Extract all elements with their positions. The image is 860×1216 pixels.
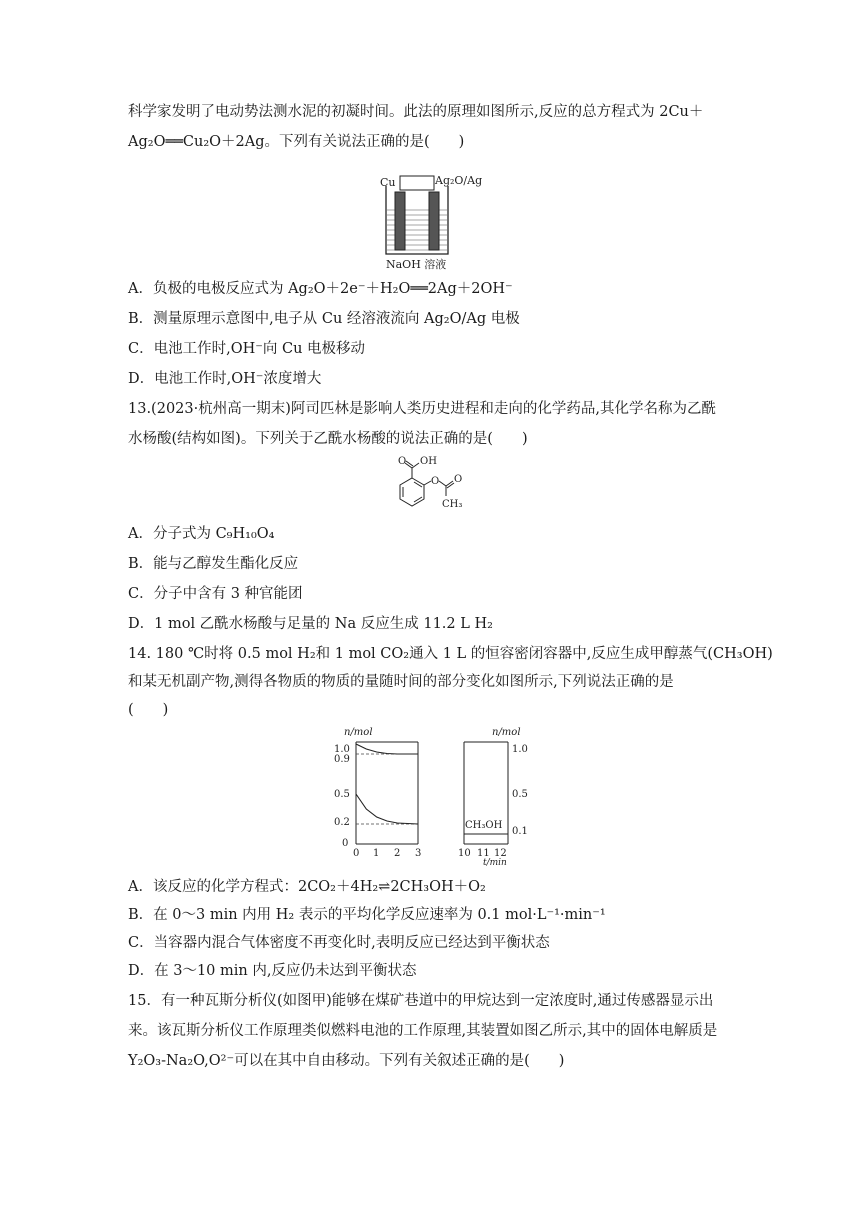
q13-option-b: B．能与乙醇发生酯化反应 [128, 556, 299, 572]
q13-option-a: A．分子式为 C₉H₁₀O₄ [128, 526, 275, 542]
left-tick: 1.0 [334, 744, 350, 755]
left-unit-label: n/mol [344, 727, 373, 738]
q14-option-c: C．当容器内混合气体密度不再变化时,表明反应已经达到平衡状态 [128, 935, 550, 951]
q15-stem-line2: 来。该瓦斯分析仪工作原理类似燃料电池的工作原理,其装置如图乙所示,其中的固体电解质是 [128, 1023, 718, 1039]
q14-option-a: A．该反应的化学方程式：2CO₂＋4H₂⇌2CH₃OH＋O₂ [128, 879, 486, 895]
x-tick: 11 [477, 848, 490, 859]
x-unit-label: t/min [483, 858, 507, 866]
q14-stem-line2: 和某无机副产物,测得各物质的物质的量随时间的部分变化如图所示,下列说法正确的是 [128, 674, 674, 690]
x-tick: 1 [373, 848, 380, 859]
left-tick: 0.5 [334, 789, 350, 800]
x-tick: 0 [353, 848, 360, 859]
right-tick: 0.5 [512, 789, 528, 800]
left-tick: 0 [342, 838, 349, 849]
q14-option-b: B．在 0～3 min 内用 H₂ 表示的平均化学反应速率为 0.1 mol·L⁻¹·min⁻¹ [128, 907, 606, 923]
q13-aspirin-structure [390, 452, 480, 514]
right-unit-label: n/mol [492, 727, 521, 738]
right-tick: 0.1 [512, 826, 528, 837]
acetyl-o-label: O [454, 474, 463, 485]
q14-stem-line1: 14. 180 ℃时将 0.5 mol H₂和 1 mol CO₂通入 1 L 的恒容密闭容器中,反应生成甲醇蒸气(CH₃OH) [128, 646, 773, 662]
ester-o-label: O [431, 476, 440, 487]
q15-stem-line3: Y₂O₃-Na₂O,O²⁻可以在其中自由移动。下列有关叙述正确的是( ) [128, 1053, 565, 1069]
q12-option-a: A．负极的电极反应式为 Ag₂O＋2e⁻＋H₂O══2Ag＋2OH⁻ [128, 281, 513, 297]
ag2o-label: Ag₂O/Ag [435, 174, 483, 187]
q12-option-b: B．测量原理示意图中,电子从 Cu 经溶液流向 Ag₂O/Ag 电极 [128, 311, 520, 327]
q13-option-d: D．1 mol 乙酰水杨酸与足量的 Na 反应生成 11.2 L H₂ [128, 616, 493, 632]
right-tick: 1.0 [512, 744, 528, 755]
q13-option-c: C．分子中含有 3 种官能团 [128, 586, 303, 602]
naoh-label: NaOH 溶液 [386, 258, 447, 271]
cu-electrode [395, 192, 405, 250]
cu-label: Cu [380, 176, 396, 189]
x-tick: 3 [415, 848, 422, 859]
x-tick: 12 [494, 848, 507, 859]
left-tick: 0.9 [334, 754, 350, 765]
series-label-ch3oh: CH₃OH [465, 820, 503, 831]
q12-stem-line2: Ag₂O══Cu₂O＋2Ag。下列有关说法正确的是( ) [128, 134, 465, 150]
q12-cell-figure [376, 170, 488, 274]
q14-stem-line3: ( ) [128, 702, 169, 718]
q12-option-d: D．电池工作时,OH⁻浓度增大 [128, 371, 322, 387]
q12-option-c: C．电池工作时,OH⁻向 Cu 电极移动 [128, 341, 366, 357]
q13-stem-line2: 水杨酸(结构如图)。下列关于乙酰水杨酸的说法正确的是( ) [128, 431, 528, 447]
q14-chart [326, 722, 540, 866]
q15-stem-line1: 15．有一种瓦斯分析仪(如图甲)能够在煤矿巷道中的甲烷达到一定浓度时,通过传感器显示出 [128, 993, 714, 1009]
left-tick: 0.2 [334, 817, 350, 828]
x-tick: 2 [394, 848, 401, 859]
ch3-label: CH₃ [442, 499, 463, 510]
series-line-1 [356, 794, 418, 824]
q14-option-d: D．在 3～10 min 内,反应仍未达到平衡状态 [128, 963, 417, 979]
x-tick: 10 [458, 848, 471, 859]
q13-stem-line1: 13.(2023·杭州高一期末)阿司匹林是影响人类历史进程和走向的化学药品,其化学名称为乙酰 [128, 401, 716, 417]
series-line-0 [356, 744, 418, 754]
ag2o-electrode [429, 192, 439, 250]
oh-label: OH [420, 456, 437, 467]
carbonyl-o-label: O [398, 456, 407, 467]
q12-stem-line1: 科学家发明了电动势法测水泥的初凝时间。此法的原理如图所示,反应的总方程式为 2Cu＋ [128, 104, 704, 120]
